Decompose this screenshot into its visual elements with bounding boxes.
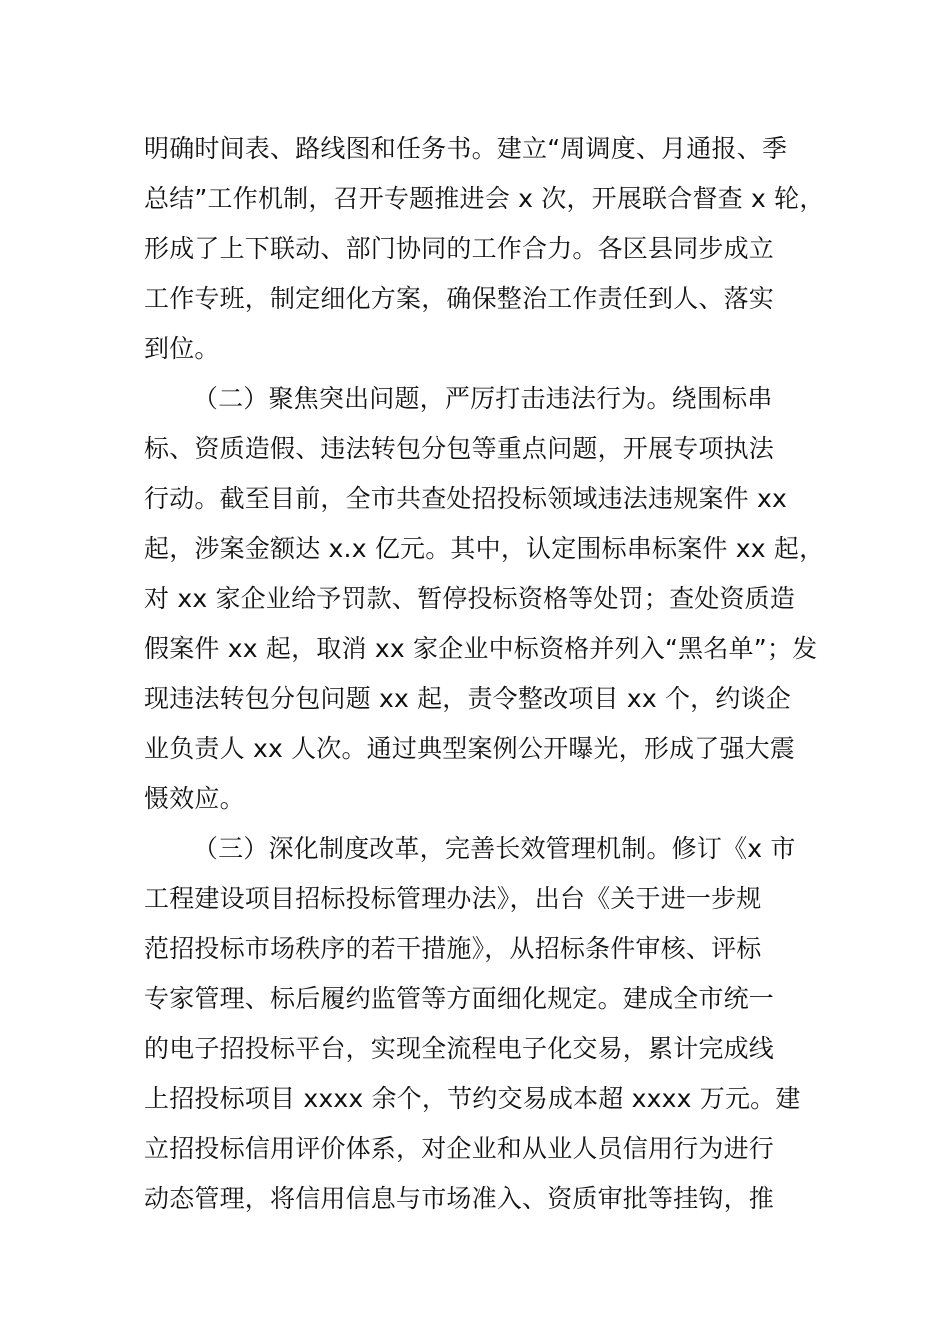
text-line: 的电子招投标平台，实现全流程电子化交易，累计完成线 [144, 1034, 775, 1063]
text-line: 上招投标项目 xxxx 余个，节约交易成本超 xxxx 万元。建 [144, 1084, 801, 1113]
text-line: 到位。 [144, 334, 220, 363]
text-line: 总结”工作机制，召开专题推进会 x 次，开展联合督查 x 轮， [144, 184, 825, 213]
text-line: 专家管理、标后履约监管等方面细化规定。建成全市统一 [144, 984, 775, 1013]
text-line: 假案件 xx 起，取消 xx 家企业中标资格并列入“黑名单”；发 [144, 634, 818, 663]
text-line: 范招投标市场秩序的若干措施》，从招标条件审核、评标 [144, 934, 762, 963]
text-line: 明确时间表、路线图和任务书。建立“周调度、月通报、季 [144, 134, 788, 163]
text-line: 现违法转包分包问题 xx 起，责令整改项目 xx 个，约谈企 [144, 684, 791, 713]
text-line: 立招投标信用评价体系，对企业和从业人员信用行为进行 [144, 1134, 775, 1163]
text-line: 工作专班，制定细化方案，确保整治工作责任到人、落实 [144, 284, 775, 313]
text-line: 行动。截至目前，全市共查处招投标领域违法违规案件 xx [144, 484, 787, 513]
text-line: 慑效应。 [144, 784, 245, 813]
text-line: 起，涉案金额达 x.x 亿元。其中，认定围标串标案件 xx 起， [144, 534, 825, 563]
text-line: 工程建设项目招标投标管理办法》，出台《关于进一步规 [144, 884, 762, 913]
paragraph-heading-line: （二）聚焦突出问题，严厉打击违法行为。绕围标串 [144, 384, 773, 413]
text-line: 业负责人 xx 人次。通过典型案例公开曝光，形成了强大震 [144, 734, 796, 763]
body-text [144, 124, 825, 1224]
paragraph-heading-line: （三）深化制度改革，完善长效管理机制。修订《x 市 [144, 834, 796, 863]
text-line: 对 xx 家企业给予罚款、暂停投标资格等处罚；查处资质造 [144, 584, 796, 613]
text-line: 标、资质造假、违法转包分包等重点问题，开展专项执法 [144, 434, 775, 463]
text-line: 动态管理，将信用信息与市场准入、资质审批等挂钩，推 [144, 1184, 775, 1213]
text-line: 形成了上下联动、部门协同的工作合力。各区县同步成立 [144, 234, 775, 263]
